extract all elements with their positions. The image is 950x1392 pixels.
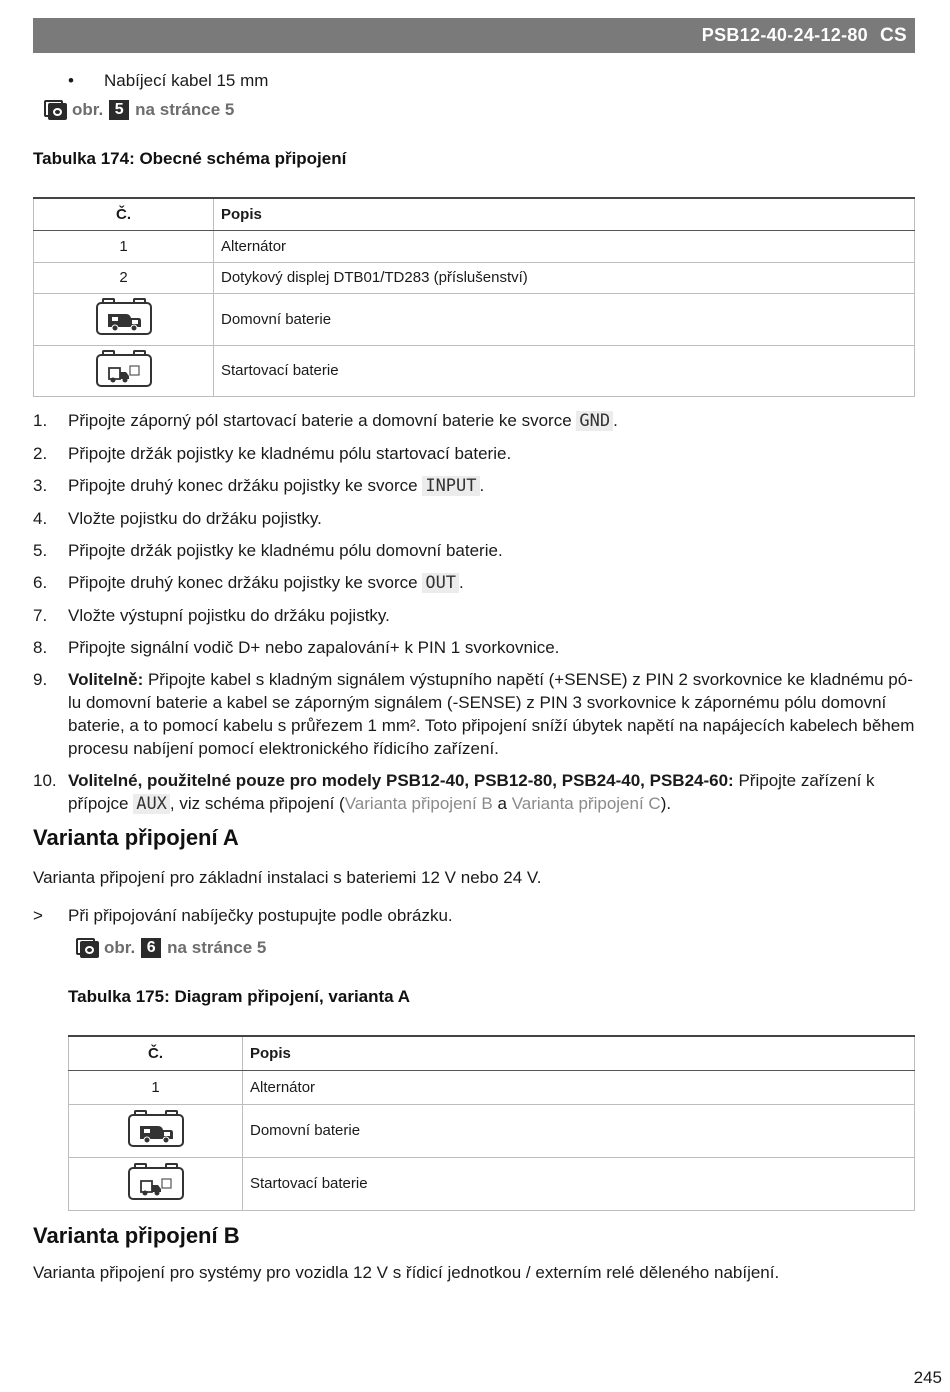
terminal-code: INPUT xyxy=(422,476,479,496)
link-variant-c[interactable]: Varianta připojení C xyxy=(511,794,661,813)
header-bar xyxy=(33,18,915,53)
table-174-title: Tabulka 174: Obecné schéma připojení xyxy=(33,149,347,168)
row-description: Dotykový displej DTB01/TD283 (příslušenství) xyxy=(214,262,915,293)
step-item: 10. Volitelné, použitelné pouze pro modely PSB12-40, PSB12-80, PSB24-40, PSB24-60: Připojte zařízení k přípojce AUX , viz schéma připojení (Varianta připojení B a Varianta připojení C). xyxy=(33,771,875,814)
table-row xyxy=(69,1070,915,1104)
table-row xyxy=(69,1104,915,1157)
section-b-text: Varianta připojení pro systémy pro vozidla 12 V s řídicí jednotkou / externím relé děleného nabíjení. xyxy=(33,1263,780,1282)
camera-icon xyxy=(76,938,100,958)
step-item: 5. Připojte držák pojistky ke kladnému pólu domovní baterie. xyxy=(33,541,503,560)
step-item: 3. Připojte druhý konec držáku pojistky ke svorce INPUT . xyxy=(33,476,485,496)
terminal-code: OUT xyxy=(422,573,459,593)
row-description: Domovní baterie xyxy=(243,1104,915,1157)
instruction-steps xyxy=(33,409,915,825)
col-number-header: Č. xyxy=(69,1036,243,1070)
figure-label: obr. xyxy=(104,938,136,957)
table-header-row xyxy=(34,198,915,230)
table-row xyxy=(34,262,915,293)
table-row xyxy=(34,293,915,345)
table-row xyxy=(34,230,915,262)
step-item: 2. Připojte držák pojistky ke kladnému pólu startovací baterie. xyxy=(33,444,512,463)
figure-number: 6 xyxy=(141,938,161,958)
col-description-header: Popis xyxy=(243,1036,915,1070)
house-battery-icon xyxy=(96,298,152,336)
table-row xyxy=(34,345,915,396)
intro-bullet: • Nabíjecí kabel 15 mm xyxy=(68,71,269,90)
table-175 xyxy=(68,1035,915,1211)
figure-reference-5[interactable] xyxy=(44,100,234,120)
row-description: Alternátor xyxy=(243,1070,915,1104)
instruction-text: Při připojování nabíječky postupujte podle obrázku. xyxy=(68,906,453,925)
page-number: 245 xyxy=(913,1368,942,1387)
figure-reference-6[interactable] xyxy=(76,938,266,958)
starter-battery-icon xyxy=(96,350,152,388)
step-item: 8. Připojte signální vodič D+ nebo zapalování+ k PIN 1 svorkovnice. xyxy=(33,638,560,657)
step-item: 4. Vložte pojistku do držáku pojistky. xyxy=(33,509,322,528)
section-a-heading: Varianta připojení A xyxy=(33,825,239,850)
section-b-heading: Varianta připojení B xyxy=(33,1223,240,1248)
row-description: Startovací baterie xyxy=(243,1157,915,1210)
table-header-row xyxy=(69,1036,915,1070)
step-item: 6. Připojte druhý konec držáku pojistky ke svorce OUT . xyxy=(33,573,464,593)
row-description: Domovní baterie xyxy=(214,293,915,345)
language-code: CS xyxy=(880,24,907,46)
step-item: 9. Volitelně: Připojte kabel s kladným signálem výstupního napětí (+SENSE) z PIN 2 svorkovnice ke kladnému pólu domovní baterie a kabel se záporným signálem (-SENSE) z PIN 3 svorkovnice k zápornému pólu domovní baterie, a to pomocí kabelu s průřezem 1 mm². Toto připojení sníží úbytek napětí na napájecích kabelech během procesu nabíjení pomocí elektronického řídicího zařízení. xyxy=(33,670,915,758)
section-a-text: Varianta připojení pro základní instalaci s bateriemi 12 V nebo 24 V. xyxy=(33,868,542,887)
intro-bullet-text: Nabíjecí kabel 15 mm xyxy=(104,71,269,90)
starter-battery-icon xyxy=(128,1163,184,1201)
section-a-instruction xyxy=(33,906,453,926)
house-battery-icon xyxy=(128,1110,184,1148)
table-row xyxy=(69,1157,915,1210)
figure-label: obr. xyxy=(72,100,104,119)
row-description: Alternátor xyxy=(214,230,915,262)
row-description: Startovací baterie xyxy=(214,345,915,396)
model-title: PSB12-40-24-12-80 xyxy=(701,25,868,45)
link-variant-b[interactable]: Varianta připojení B xyxy=(344,794,493,813)
step-item: 7. Vložte výstupní pojistku do držáku pojistky. xyxy=(33,606,390,625)
terminal-code: AUX xyxy=(133,794,170,814)
row-number: 2 xyxy=(34,262,214,293)
terminal-code: GND xyxy=(576,411,613,431)
figure-number: 5 xyxy=(109,100,129,120)
figure-page: na stránce 5 xyxy=(135,100,235,119)
step-item: 1. Připojte záporný pól startovací baterie a domovní baterie ke svorce GND . xyxy=(33,411,618,431)
col-description-header: Popis xyxy=(214,198,915,230)
instruction-marker: > xyxy=(33,906,43,925)
row-number: 1 xyxy=(34,230,214,262)
col-number-header: Č. xyxy=(34,198,214,230)
camera-icon xyxy=(44,100,68,120)
table-175-title: Tabulka 175: Diagram připojení, varianta A xyxy=(68,987,410,1006)
row-number: 1 xyxy=(69,1070,243,1104)
table-174 xyxy=(33,197,915,397)
figure-page: na stránce 5 xyxy=(167,938,267,957)
